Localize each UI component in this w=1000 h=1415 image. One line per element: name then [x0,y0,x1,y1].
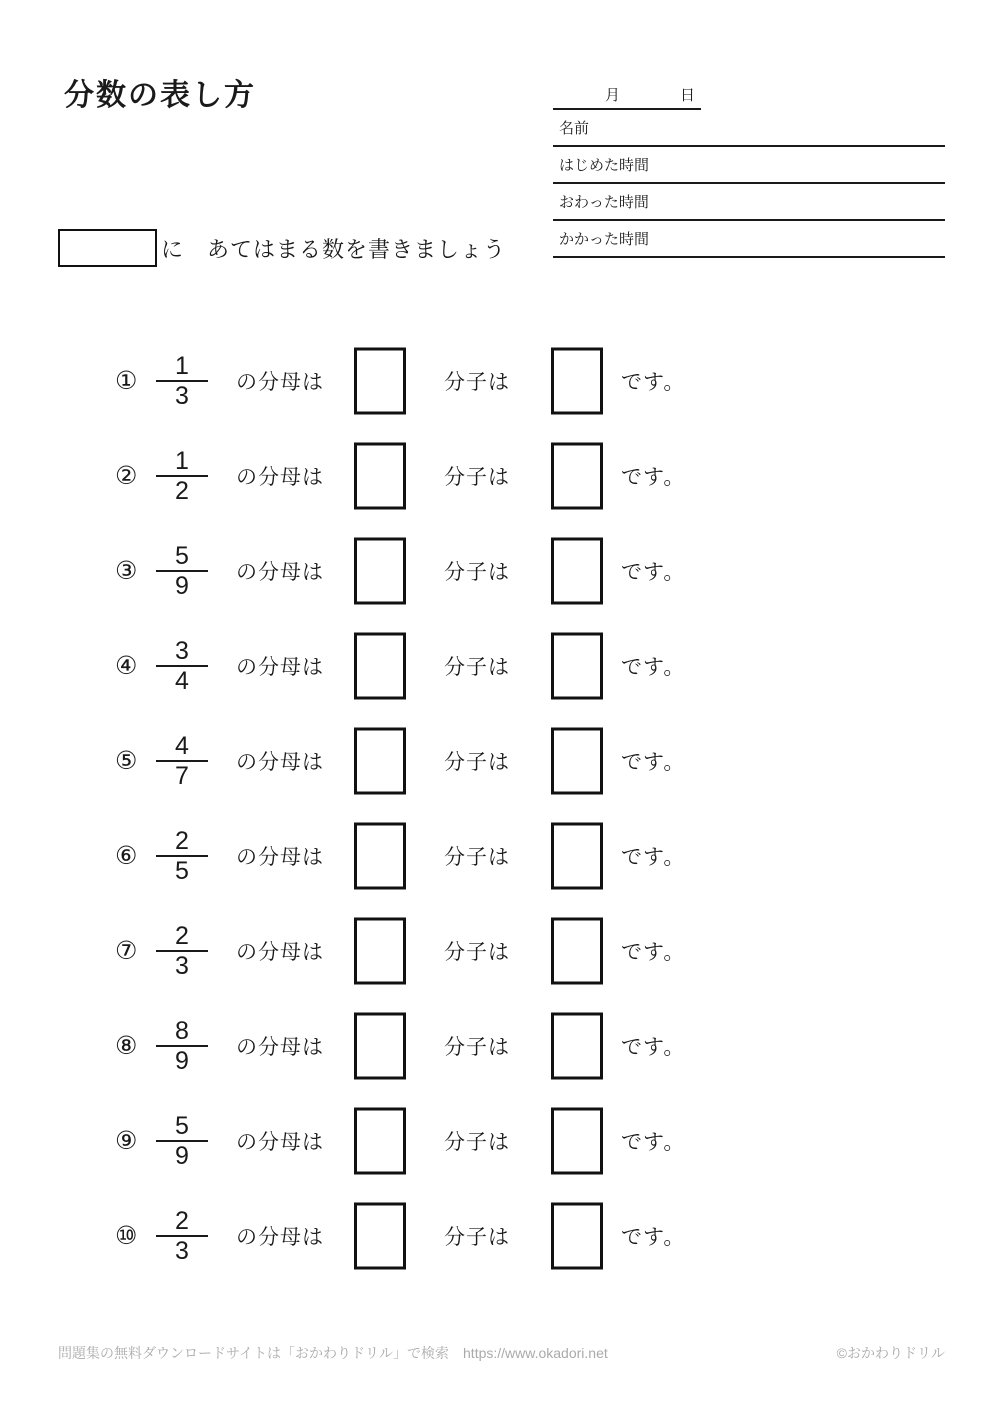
problem-row-7 [0,903,1000,998]
numerator-answer-box[interactable] [551,1107,603,1174]
end-time-field[interactable] [553,184,945,221]
sentence-suffix: です。 [621,1035,686,1059]
numerator-label: 分子は [444,750,510,774]
problem-row-6 [0,808,1000,903]
problem-row-2 [0,428,1000,523]
month-label: 月 [605,87,621,104]
fraction-denominator: 9 [175,1141,189,1170]
instruction [58,229,506,267]
end-time-field-label: おわった時間 [559,194,649,211]
fraction-numerator: 5 [175,1111,189,1140]
fraction-numerator: 2 [175,1206,189,1235]
fraction-numerator: 1 [175,351,189,380]
fraction [156,638,208,694]
denominator-answer-box[interactable] [354,347,406,414]
problem-number: ⑨ [115,1126,138,1155]
header-form [553,84,945,258]
problem-number: ⑩ [115,1221,138,1250]
fraction-numerator: 1 [175,446,189,475]
instruction-text: に あてはまる数を書きましょう [161,236,507,262]
elapsed-time-field[interactable] [553,221,945,258]
denominator-label: の分母は [236,370,324,394]
fraction-numerator: 8 [175,1016,189,1045]
fraction-numerator: 2 [175,921,189,950]
footer-site-info: 問題集の無料ダウンロードサイトは「おかわりドリル」で検索 https://www.okadori.net [58,1345,608,1361]
sentence-suffix: です。 [621,560,686,584]
numerator-answer-box[interactable] [551,917,603,984]
denominator-label: の分母は [236,1035,324,1059]
denominator-answer-box[interactable] [354,1012,406,1079]
denominator-answer-box[interactable] [354,632,406,699]
problem-list [0,333,1000,1283]
numerator-label: 分子は [444,465,510,489]
fraction [156,1208,208,1264]
sentence-suffix: です。 [621,655,686,679]
fraction [156,353,208,409]
elapsed-time-field-label: かかった時間 [559,231,650,248]
footer-copyright: ©おかわりドリル [836,1345,945,1361]
start-time-field-label: はじめた時間 [559,157,650,174]
fraction [156,448,208,504]
fraction [156,828,208,884]
denominator-label: の分母は [236,845,324,869]
numerator-label: 分子は [444,1225,510,1249]
problem-number: ⑦ [115,936,138,965]
fraction-denominator: 3 [175,381,189,410]
numerator-label: 分子は [444,1035,510,1059]
problem-row-10 [0,1188,1000,1283]
numerator-answer-box[interactable] [551,1202,603,1269]
fraction-denominator: 3 [175,951,189,980]
fraction-denominator: 7 [175,761,189,790]
sentence-suffix: です。 [621,1130,686,1154]
sentence-suffix: です。 [621,940,686,964]
numerator-label: 分子は [444,370,510,394]
numerator-answer-box[interactable] [551,632,603,699]
fraction-numerator: 4 [175,731,189,760]
problem-row-8 [0,998,1000,1093]
example-blank-box [58,229,157,267]
denominator-label: の分母は [236,465,324,489]
fraction-denominator: 9 [175,1046,189,1075]
numerator-answer-box[interactable] [551,537,603,604]
denominator-label: の分母は [236,1130,324,1154]
day-label: 日 [680,87,696,104]
problem-row-9 [0,1093,1000,1188]
name-field-label: 名前 [559,120,590,137]
sentence-suffix: です。 [621,465,686,489]
problem-number: ③ [115,556,138,585]
numerator-answer-box[interactable] [551,442,603,509]
problem-number: ⑧ [115,1031,138,1060]
fraction-denominator: 4 [175,666,189,695]
date-row[interactable] [553,84,701,110]
denominator-label: の分母は [236,1225,324,1249]
denominator-answer-box[interactable] [354,1202,406,1269]
denominator-answer-box[interactable] [354,537,406,604]
denominator-answer-box[interactable] [354,727,406,794]
problem-row-4 [0,618,1000,713]
problem-number: ④ [115,651,138,680]
numerator-answer-box[interactable] [551,727,603,794]
fraction-numerator: 5 [175,541,189,570]
denominator-answer-box[interactable] [354,822,406,889]
denominator-label: の分母は [236,560,324,584]
numerator-label: 分子は [444,560,510,584]
numerator-label: 分子は [444,845,510,869]
fraction [156,733,208,789]
numerator-answer-box[interactable] [551,822,603,889]
start-time-field[interactable] [553,147,945,184]
numerator-answer-box[interactable] [551,1012,603,1079]
denominator-answer-box[interactable] [354,442,406,509]
numerator-label: 分子は [444,940,510,964]
numerator-label: 分子は [444,1130,510,1154]
numerator-label: 分子は [444,655,510,679]
problem-row-5 [0,713,1000,808]
denominator-answer-box[interactable] [354,917,406,984]
problem-row-1 [0,333,1000,428]
fraction [156,1113,208,1169]
sentence-suffix: です。 [621,370,686,394]
name-field[interactable] [553,110,945,147]
page-title: 分数の表し方 [64,79,256,112]
fraction-denominator: 5 [175,856,189,885]
sentence-suffix: です。 [621,845,686,869]
fraction-numerator: 3 [175,636,189,665]
problem-number: ② [115,461,138,490]
denominator-label: の分母は [236,750,324,774]
sentence-suffix: です。 [621,750,686,774]
fraction [156,1018,208,1074]
fraction [156,543,208,599]
fraction-denominator: 2 [175,476,189,505]
problem-number: ① [115,366,138,395]
fraction-numerator: 2 [175,826,189,855]
denominator-label: の分母は [236,940,324,964]
fraction-denominator: 9 [175,571,189,600]
fraction-denominator: 3 [175,1236,189,1265]
denominator-answer-box[interactable] [354,1107,406,1174]
problem-row-3 [0,523,1000,618]
sentence-suffix: です。 [621,1225,686,1249]
numerator-answer-box[interactable] [551,347,603,414]
problem-number: ⑤ [115,746,138,775]
denominator-label: の分母は [236,655,324,679]
fraction [156,923,208,979]
problem-number: ⑥ [115,841,138,870]
